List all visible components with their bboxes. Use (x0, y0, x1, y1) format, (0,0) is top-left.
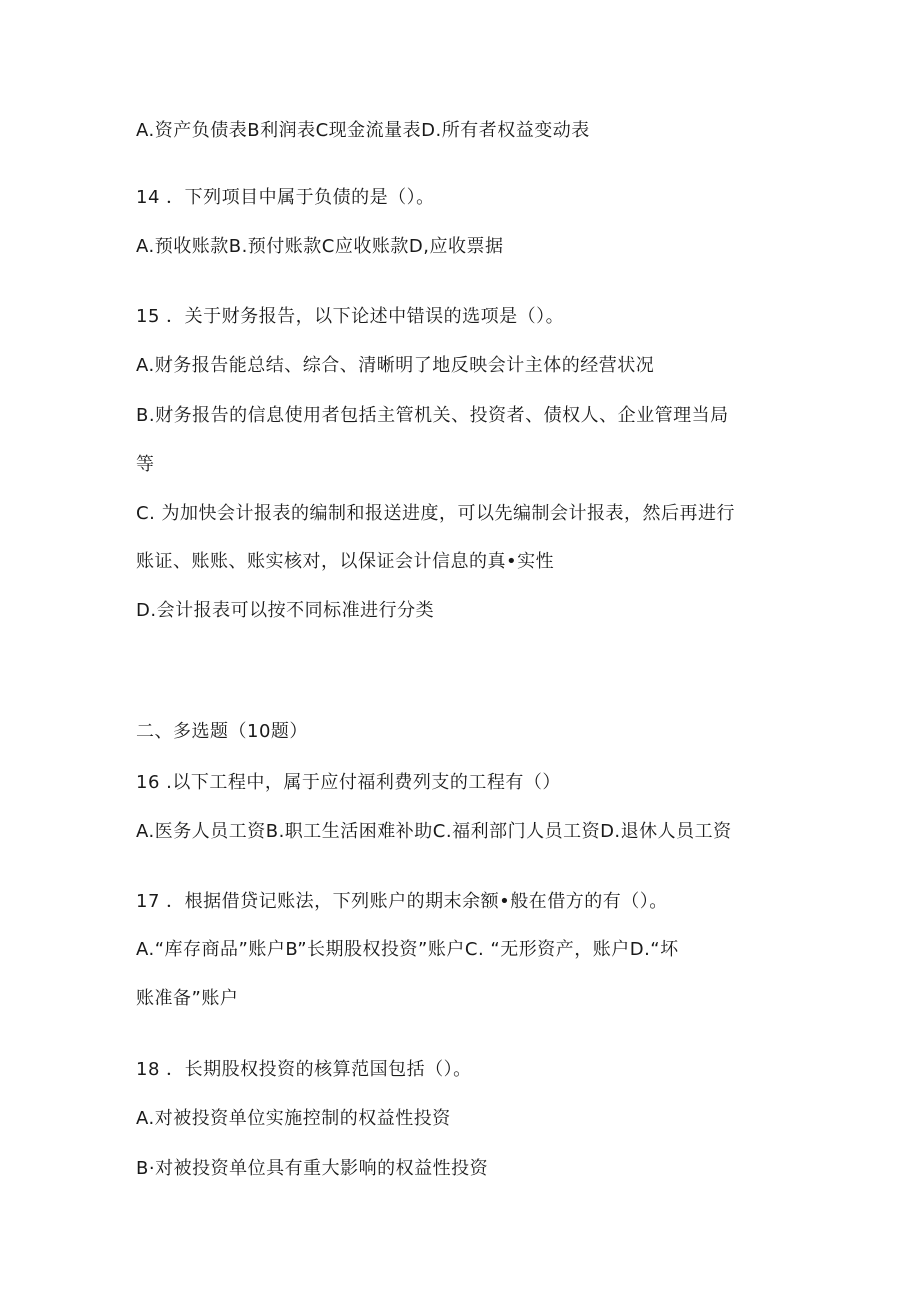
q15-question: 15 ．关于财务报告，以下论述中错误的选项是（）。 (136, 306, 565, 327)
q17-options-cont: 账准备”账户 (136, 988, 239, 1009)
q14-options: A.预收账款B.预付账款C应收账款D,应收票据 (136, 236, 504, 257)
q18-option-b: B·对被投资单位具有重大影响的权益性投资 (136, 1158, 489, 1179)
section-heading: 二、多选题（10题） (136, 721, 308, 742)
q17-question: 17 ．根据借贷记账法，下列账户的期末余额•般在借方的有（）。 (136, 891, 668, 912)
q15-option-b-cont: 等 (136, 454, 155, 475)
q17-options: A.“库存商品”账户B”长期股权投资”账户C. “无形资产，账户D.“坏 (136, 939, 679, 960)
q15-option-c: C. 为加快会计报表的编制和报送进度，可以先编制会计报表，然后再进行 (136, 503, 736, 524)
q15-option-a: A.财务报告能总结、综合、清晰明了地反映会计主体的经营状况 (136, 355, 655, 376)
q13-options: A.资产负债表B利润表C现金流量表D.所有者权益变动表 (136, 120, 590, 141)
q18-question: 18 ．长期股权投资的核算范国包括（）。 (136, 1059, 472, 1080)
q15-option-b: B.财务报告的信息使用者包括主管机关、投资者、债权人、企业管理当局 (136, 405, 729, 426)
q18-option-a: A.对被投资单位实施控制的权益性投资 (136, 1108, 451, 1129)
q16-options: A.医务人员工资B.职工生活困难补助C.福利部门人员工资D.退休人员工资 (136, 821, 732, 842)
q16-question: 16 .以下工程中，属于应付福利费列支的工程有（） (136, 772, 561, 793)
q15-option-c-cont: 账证、账账、账实核对，以保证会计信息的真•实性 (136, 551, 555, 572)
q14-question: 14 ．下列项目中属于负债的是（）。 (136, 187, 435, 208)
q15-option-d: D.会计报表可以按不同标准进行分类 (136, 600, 435, 621)
